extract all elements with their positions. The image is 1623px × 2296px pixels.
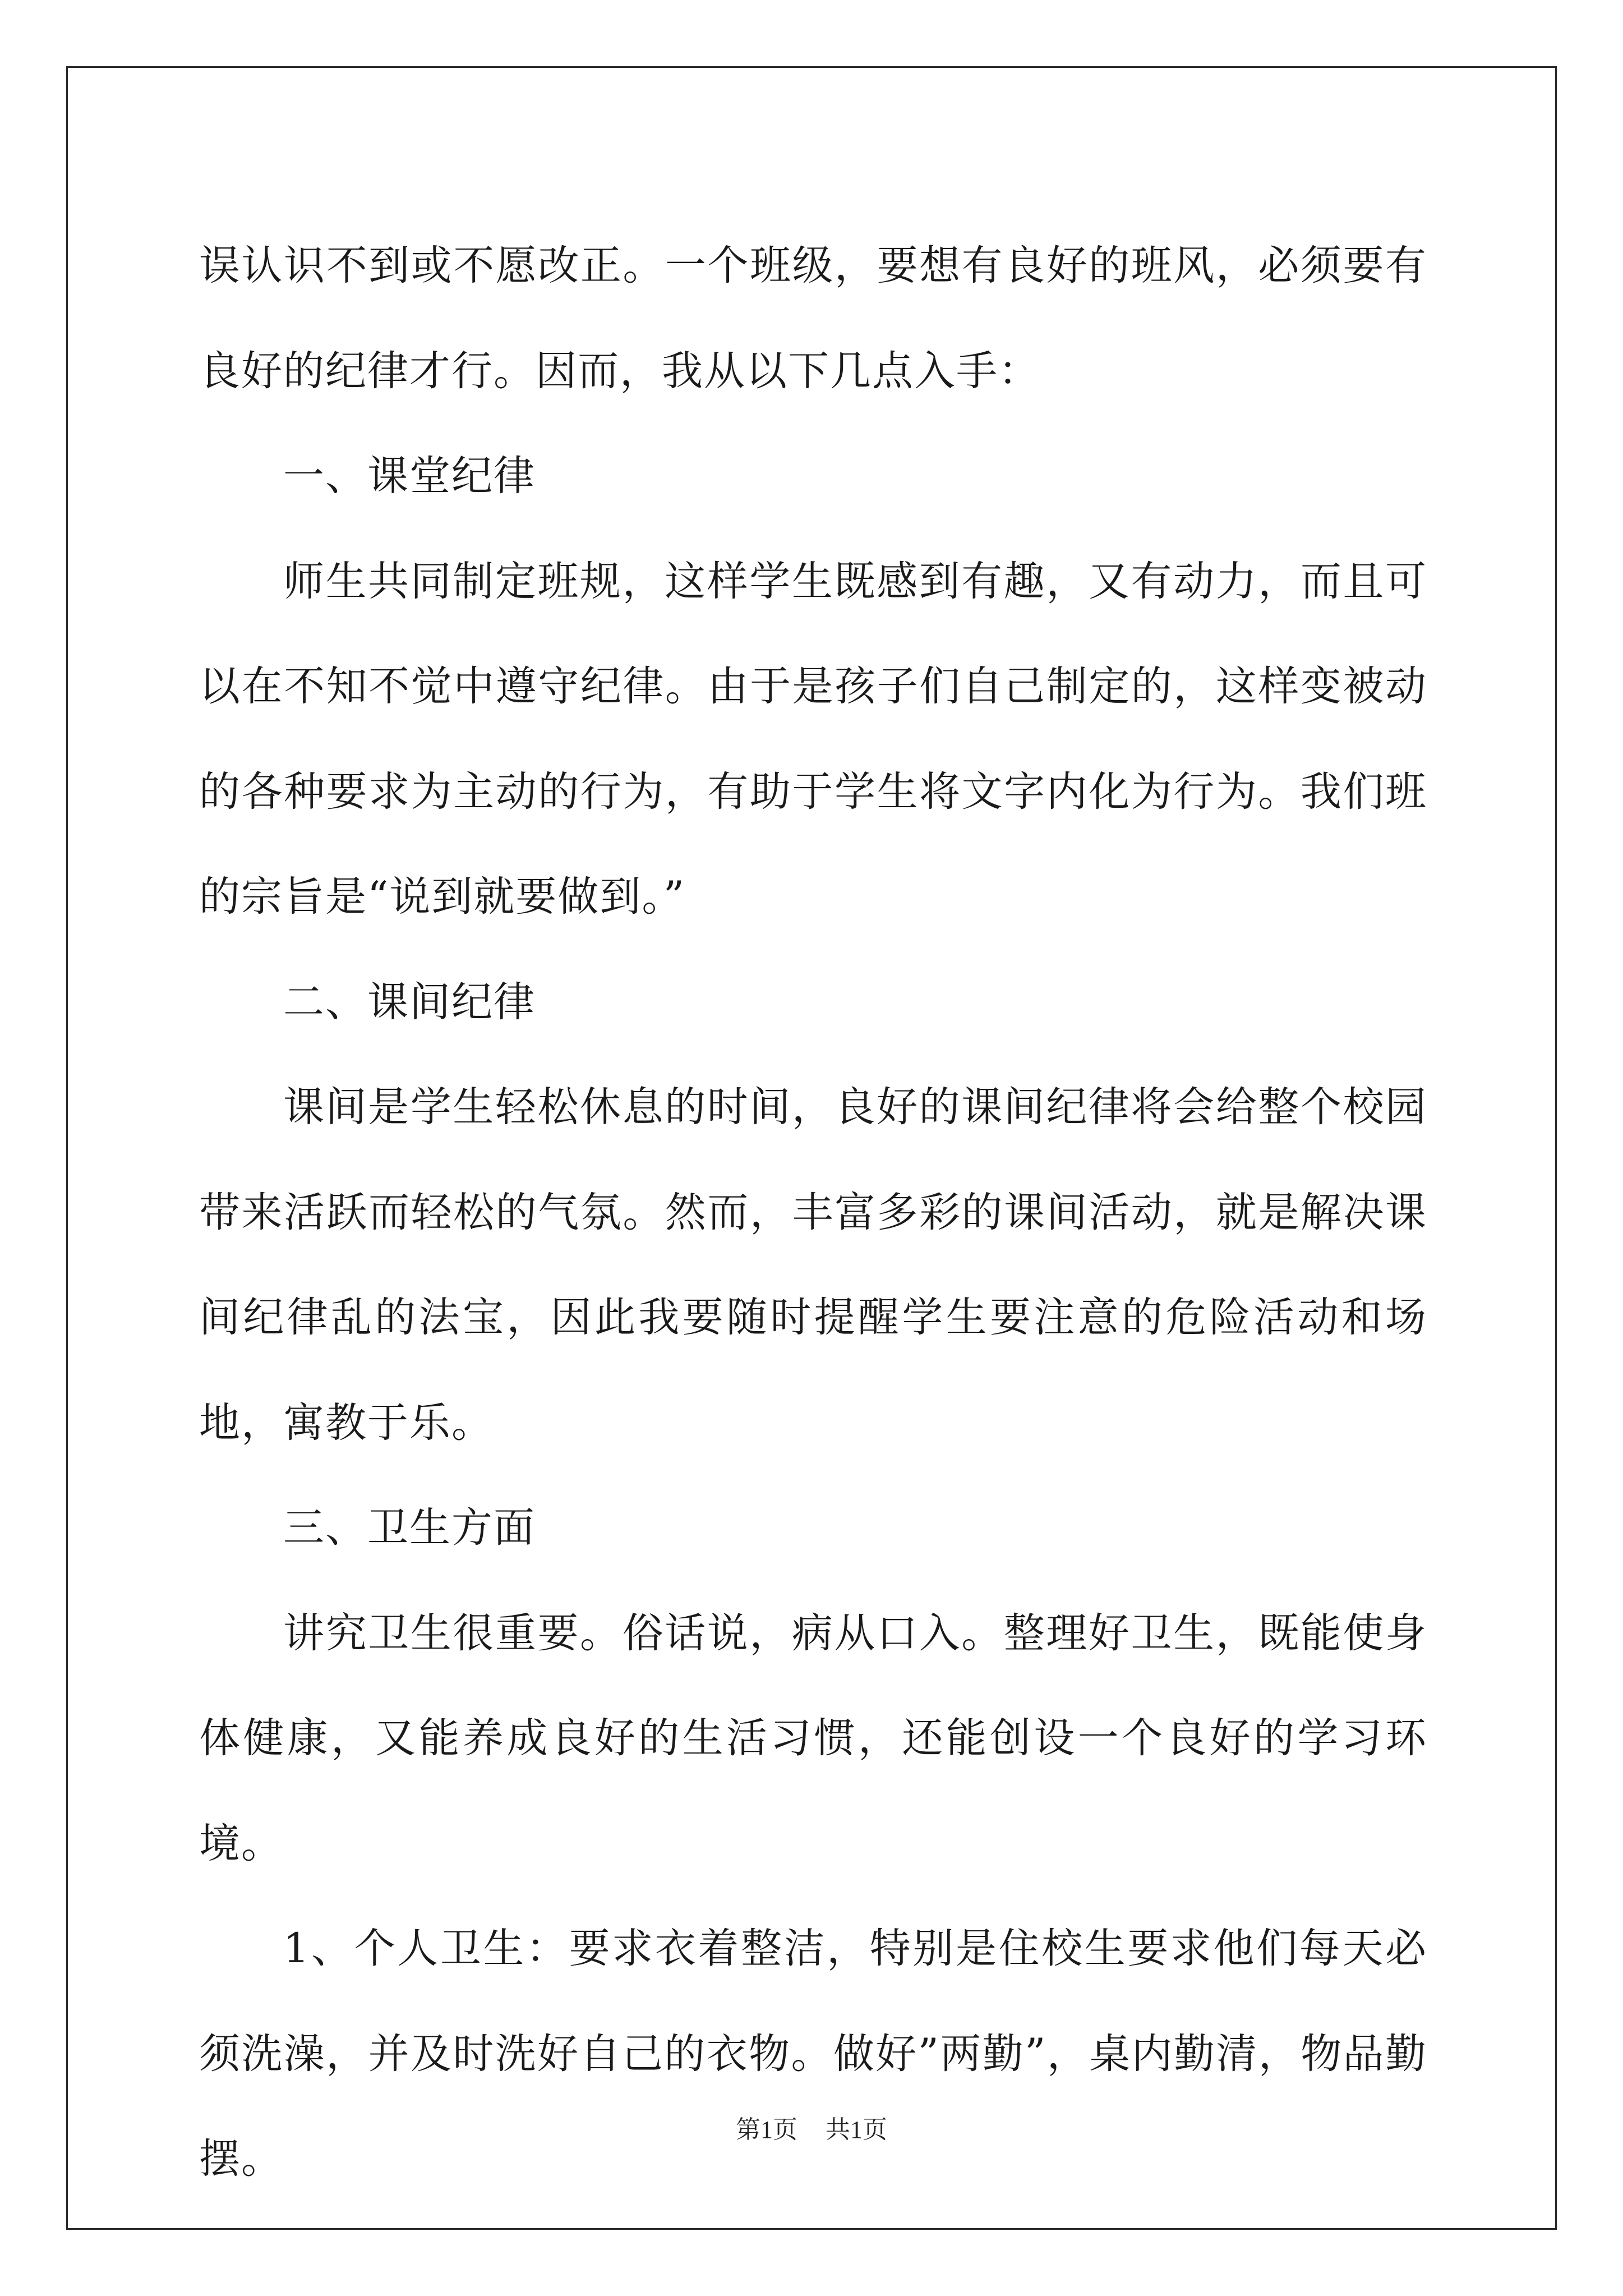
paragraph-hygiene: 讲究卫生很重要。俗话说，病从口入。整理好卫生，既能使身体健康，又能养成良好的生活习惯，还能创设一个良好的学习环境。 (199, 1609, 1427, 1867)
paragraph-recess-discipline: 课间是学生轻松休息的时间，良好的课间纪律将会给整个校园带来活跃而轻松的气氛。然而，丰富多彩的课间活动，就是解决课间纪律乱的法宝，因此我要随时提醒学生要注意的危险活动和场地，寓教于乐。 (199, 1083, 1427, 1447)
paragraph-intro-continued: 误认识不到或不愿改正。一个班级，要想有良好的班风，必须要有良好的纪律才行。因而，我从以下几点入手： (199, 242, 1427, 395)
paragraph-personal-hygiene: 1、个人卫生：要求衣着整洁，特别是住校生要求他们每天必须洗澡，并及时洗好自己的衣物。做好”两勤”，桌内勤清，物品勤摆。 (199, 1925, 1427, 2183)
paragraph-classroom-discipline: 师生共同制定班规，这样学生既感到有趣，又有动力，而且可以在不知不觉中遵守纪律。由于是孩子们自己制定的，这样变被动的各种要求为主动的行为，有助于学生将文字内化为行为。我们班的宗旨是“说到就要做到。” (199, 557, 1427, 921)
heading-recess-discipline: 二、课间纪律 (283, 978, 536, 1026)
page-number: 第1页 (736, 2116, 797, 2143)
page-footer (0, 2113, 1623, 2147)
heading-hygiene: 三、卫生方面 (283, 1504, 536, 1552)
document-body (199, 213, 1427, 2212)
heading-classroom-discipline: 一、课堂纪律 (283, 452, 536, 500)
total-pages: 共1页 (826, 2116, 887, 2143)
